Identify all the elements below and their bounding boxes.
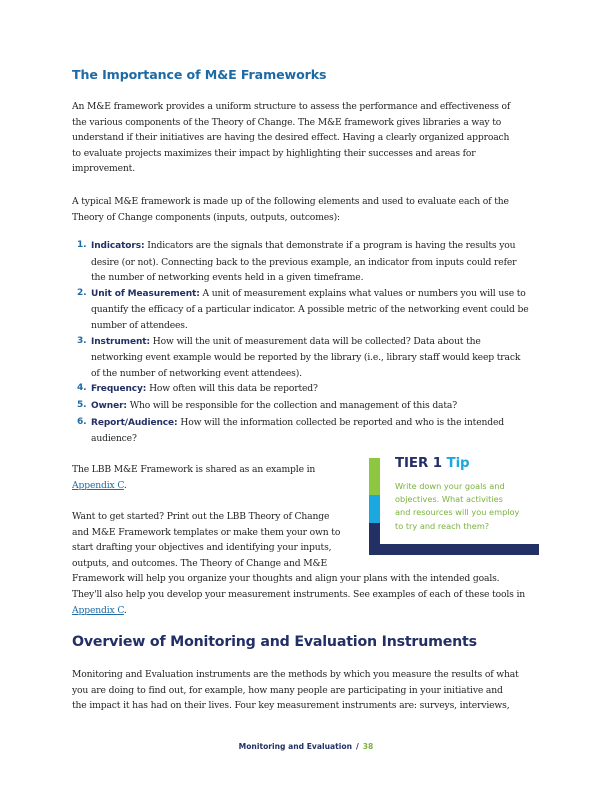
list-number: 1. [77,240,87,250]
text-line: An M&E framework provides a uniform structure to assess the performance and effectiveness of [72,101,511,112]
tip-tier-label: TIER 1 [395,456,442,471]
text-line: Write down your goals and [395,481,505,491]
text-line: A unit of measurement explains what values or numbers you will use to [202,287,526,299]
text-line: Monitoring and Evaluation instruments are the methods by which you measure the results of what [72,669,519,680]
text-line: and resources will you employ [395,507,520,518]
term-label: Report/Audience: [91,417,178,428]
appendix-c-link[interactable]: Appendix C [72,479,124,491]
page-footer [0,742,612,751]
section-heading-me-instruments: Overview of Monitoring and Evaluation Instruments [72,634,477,650]
section-heading-me-frameworks: The Importance of M&E Frameworks [72,67,327,82]
list-item-frequency [74,381,544,398]
list-item-unit-of-measurement [74,286,544,334]
appendix-c-link[interactable]: Appendix C [72,604,124,616]
text-line: the various components of the Theory of Change. The M&E framework gives libraries a way to [72,116,502,128]
term-label: Frequency: [91,384,147,395]
paragraph-elements-intro [72,194,542,225]
text-line: the impact it has had on their lives. Four key measurement instruments are: surveys, interviews, [72,700,510,712]
tip-accent-green [369,458,380,495]
term-label: Unit of Measurement: [91,288,200,299]
tip-accent-cyan [369,495,380,523]
text-line: The LBB M&E Framework is shared as an example in [72,464,316,475]
term-label: Indicators: [91,241,145,251]
footer-label: Monitoring and Evaluation [238,742,352,751]
text-line: They'll also help you develop your measurement instruments. See examples of each of these tools in [72,588,526,600]
text-line: How will the unit of measurement data will be collected? Data about the [152,335,481,347]
list-number: 4. [77,383,87,394]
text-line: number of attendees. [91,319,188,331]
text-line: to try and reach them? [395,520,490,531]
list-item-report-audience [74,415,544,447]
text-line: understand if their initiatives are having the desired effect. Having a clearly organized approach [72,132,510,144]
paragraph-framework-example [72,462,362,493]
term-label: Instrument: [91,336,150,347]
text-line: to evaluate projects maximizes their impact by highlighting their successes and areas for [72,147,476,159]
framework-elements-list [74,238,544,447]
text-line: Who will be responsible for the collection and management of this data? [129,399,458,411]
paragraph-intro [72,99,542,177]
text-line: Framework will help you organize your thoughts and align your plans with the intended goals. [72,573,500,585]
list-item-instrument [74,334,544,382]
list-item-owner [74,398,544,415]
tip-accent-navy-bar [369,544,539,555]
text-line: you are doing to find out, for example, how many people are participating in your initiative and [72,684,503,696]
text-line: How will the information collected be reported and who is the intended [180,416,505,428]
text-line: start drafting your objectives and identifying your inputs, [72,542,332,554]
text-line: audience? [91,433,137,445]
list-item-indicators [74,238,544,286]
text-line: of the number of networking event attendees). [91,367,302,379]
text-line: objectives. What activities [395,494,503,505]
text-line: quantify the efficacy of a particular indicator. A possible metric of the networking event could be [91,304,529,316]
tip-word: Tip [446,456,470,471]
list-number: 5. [77,399,87,410]
text-line: the number of networking events held in a given timeframe. [91,272,364,284]
list-number: 6. [77,416,87,427]
text-line: networking event example would be reported by the library (i.e., library staff would keep track [91,352,521,364]
page-number: 38 [362,742,374,751]
text-line: improvement. [72,163,135,175]
footer-separator: / [355,742,359,751]
text-line: How often will this data be reported? [149,383,318,395]
tip-body [395,480,545,533]
text-line: outputs, and outcomes. The Theory of Change and M&E [72,557,328,569]
text-line: Want to get started? Print out the LBB Theory of Change [72,511,330,522]
list-number: 2. [77,287,87,298]
period: . [123,604,127,616]
term-label: Owner: [91,400,127,411]
paragraph-instruments [72,667,547,714]
text-line: Indicators are the signals that demonstrate if a program is having the results you [147,240,516,251]
text-line: A typical M&E framework is made up of the following elements and used to evaluate each of the [72,196,509,207]
text-line: and M&E Framework templates or make them your own to [72,526,341,538]
list-number: 3. [77,335,87,346]
period: . [123,479,127,491]
text-line: Theory of Change components (inputs, outputs, outcomes): [72,211,340,223]
tip-title [395,456,470,471]
text-line: desire (or not). Connecting back to the previous example, an indicator from inputs could refer [91,256,517,268]
